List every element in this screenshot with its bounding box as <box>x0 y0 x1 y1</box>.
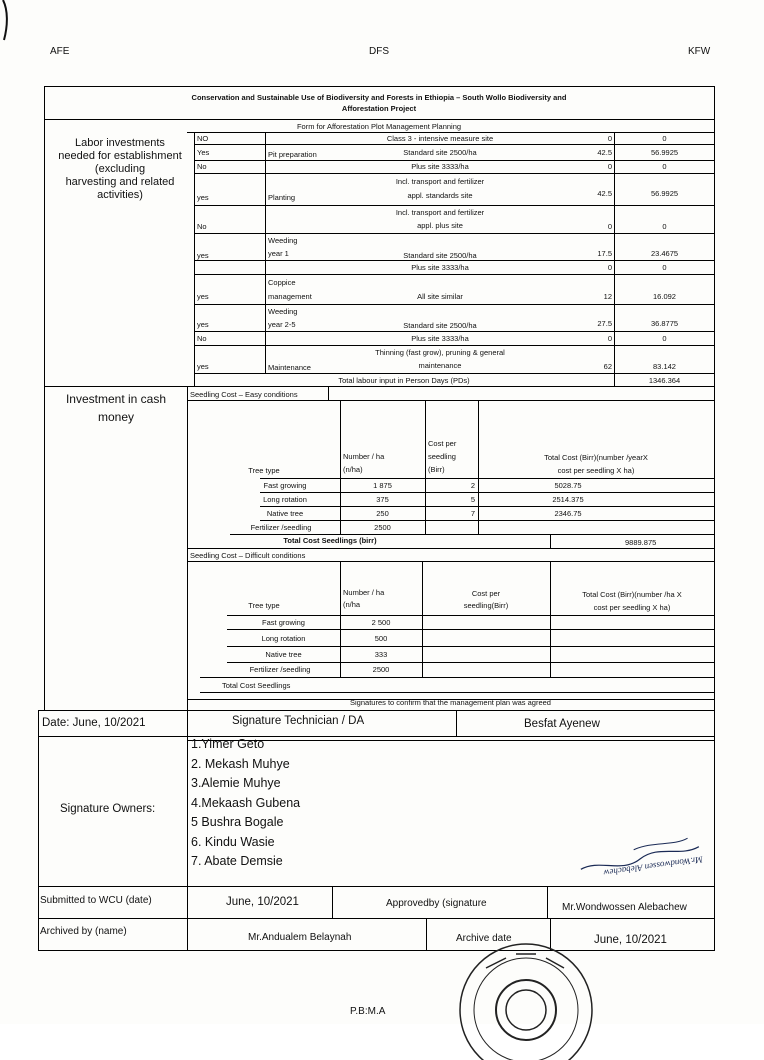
desc-cell: Standard site 2500/ha <box>403 148 477 157</box>
yn-cell: No <box>197 334 207 343</box>
header-center: DFS <box>369 46 389 57</box>
num-cell: 500 <box>374 634 388 643</box>
activity-cell-line2: management <box>268 292 312 301</box>
col-cost-line1: Cost per <box>471 589 501 598</box>
tree-cell: Fast growing <box>262 618 305 627</box>
v2-cell: 0 <box>662 222 667 231</box>
activity-cell-line2: year 1 <box>268 249 289 258</box>
yn-cell: No <box>197 162 207 171</box>
yn-cell: NO <box>197 134 209 143</box>
yn-cell: yes <box>197 292 209 301</box>
footer-text: P.B:M.A <box>350 1006 386 1017</box>
cost-cell: 7 <box>470 509 475 518</box>
tree-cell: Native tree <box>265 650 302 659</box>
approved-label: Approvedby (signature <box>386 898 487 909</box>
desc-cell: All site similar <box>417 292 463 301</box>
submitted-label: Submitted to WCU (date) <box>40 895 152 906</box>
approver-signature <box>570 835 710 883</box>
num-cell: 250 <box>376 509 389 518</box>
tree-cell: Fertilizer /seedling <box>250 523 312 532</box>
v1-cell: 0 <box>607 222 612 231</box>
activity-cell: Planting <box>268 193 296 202</box>
col-cost-line1: Cost per <box>428 439 457 448</box>
tree-cell: Fertilizer /seedling <box>249 665 311 674</box>
col-cost-line2: seedling <box>428 452 456 461</box>
investment-cash-label: Investment in cash money <box>65 392 167 424</box>
num-cell: 375 <box>376 495 389 504</box>
col-total-line1: Total Cost (Birr)(number /yearX <box>544 453 648 462</box>
v2-cell: 0 <box>662 263 667 272</box>
v1-cell: 0 <box>607 263 612 272</box>
labor-total-value: 1346.364 <box>648 376 681 385</box>
labor-total-label: Total labour input in Person Days (PDs) <box>338 376 470 385</box>
col-total-line2: cost per seedling X ha) <box>557 466 635 475</box>
col-total-line2: cost per seedling X ha) <box>593 603 671 612</box>
owner-item: 3.Alemie Muhye <box>191 776 281 790</box>
project-title-line2: Afforestation Project <box>341 104 417 113</box>
col-number-line2: (n/ha <box>343 600 361 609</box>
signature-confirmation-text: Signatures to confirm that the management plan was agreed <box>350 698 551 707</box>
yn-cell: yes <box>197 320 209 329</box>
col-number-line1: Number / ha <box>343 588 385 597</box>
svg-text:Mr.Wondwossen Alebachew: Mr.Wondwossen Alebachew <box>602 854 704 879</box>
v1-cell: 62 <box>603 362 612 371</box>
difficult-total-label: Total Cost Seedlings <box>222 681 291 690</box>
tree-cell: Long rotation <box>263 495 307 504</box>
desc-cell-line2: appl. plus site <box>417 221 463 230</box>
v2-cell: 83.142 <box>653 362 676 371</box>
v2-cell: 23.4675 <box>650 249 679 258</box>
desc-cell-line1: Thinning (fast grow), pruning & general <box>375 348 505 357</box>
v1-cell: 0 <box>607 162 612 171</box>
date-field: Date: June, 10/2021 <box>42 717 146 729</box>
easy-conditions-title: Seedling Cost – Easy conditions <box>190 390 298 399</box>
num-cell: 2 500 <box>371 618 391 627</box>
header-right: KFW <box>688 46 711 57</box>
col-number-line2: (n/ha) <box>343 465 363 474</box>
owner-item: 5 Bushra Bogale <box>191 815 284 829</box>
easy-total-value: 9889.875 <box>625 538 657 547</box>
v2-cell: 56.9925 <box>650 189 679 198</box>
project-title-line1: Conservation and Sustainable Use of Biodiversity and Forests in Ethiopia – South Wollo Biodiversity and <box>191 93 567 102</box>
owner-item: 7. Abate Demsie <box>191 854 283 868</box>
v1-cell: 12 <box>603 292 612 301</box>
owner-item: 1.Yimer Geto <box>191 737 265 751</box>
col-cost-line2: seedling(Birr) <box>463 601 509 610</box>
col-total-line1: Total Cost (Birr)(number /ha X <box>582 590 682 599</box>
v2-cell: 0 <box>662 334 667 343</box>
v2-cell: 36.8775 <box>650 319 679 328</box>
desc-cell: Plus site 3333/ha <box>411 334 469 343</box>
page-edge-mark <box>0 0 10 50</box>
technician-name: Besfat Ayenew <box>524 718 600 730</box>
v2-cell: 16.092 <box>653 292 676 301</box>
owner-item: 6. Kindu Wasie <box>191 834 275 849</box>
v1-cell: 17.5 <box>597 249 612 258</box>
labor-investments-label: Labor investments needed for establishment (excluding harvesting and related activities) <box>58 137 182 201</box>
col-tree-type: Tree type <box>248 466 280 475</box>
tree-cell: Fast growing <box>263 481 307 490</box>
owners-list <box>191 735 300 872</box>
archived-name: Mr.Andualem Belaynah <box>248 932 352 943</box>
desc-cell-line1: Incl. transport and fertilizer <box>395 177 485 186</box>
header-left: AFE <box>50 46 70 57</box>
v1-cell: 0 <box>607 134 612 143</box>
submitted-date: June, 10/2021 <box>226 896 299 908</box>
v1-cell: 42.5 <box>597 189 612 198</box>
num-cell: 2500 <box>372 665 390 674</box>
activity-cell-line2: year 2-5 <box>268 320 296 329</box>
v1-cell: 27.5 <box>597 319 612 328</box>
activity-cell-line1: Weeding <box>268 236 298 245</box>
official-stamp <box>446 940 596 1060</box>
total-cell: 2514.375 <box>552 495 584 504</box>
v1-cell: 0 <box>607 334 612 343</box>
v2-cell: 0 <box>662 134 667 143</box>
activity-cell-line1: Coppice <box>268 278 296 287</box>
desc-cell: Plus site 3333/ha <box>411 162 469 171</box>
col-number-line1: Number / ha <box>343 452 385 461</box>
form-title: Form for Afforestation Plot Management Planning <box>296 122 462 131</box>
yn-cell: Yes <box>197 148 210 157</box>
total-cell: 5028.75 <box>554 481 582 490</box>
desc-cell-line2: appl. standards site <box>407 191 473 200</box>
activity-cell-line1: Weeding <box>268 307 298 316</box>
tree-cell: Native tree <box>266 509 304 518</box>
col-cost-line3: (Birr) <box>428 465 445 474</box>
yn-cell: yes <box>197 193 209 202</box>
approved-name: Mr.Wondwossen Alebachew <box>562 902 687 913</box>
desc-cell: Plus site 3333/ha <box>411 263 469 272</box>
v1-cell: 42.5 <box>597 148 612 157</box>
archive-date-label: Archive date <box>456 933 512 944</box>
total-cell: 2346.75 <box>554 509 582 518</box>
technician-label: Signature Technician / DA <box>232 715 365 727</box>
cost-cell: 5 <box>470 495 475 504</box>
desc-cell-line1: Incl. transport and fertilizer <box>395 208 485 217</box>
owner-item: 4.Mekaash Gubena <box>191 795 301 810</box>
yn-cell: yes <box>197 251 209 260</box>
difficult-conditions-title: Seedling Cost – Difficult conditions <box>190 551 306 560</box>
col-tree-type: Tree type <box>248 601 280 610</box>
v2-cell: 0 <box>662 162 667 171</box>
yn-cell: yes <box>197 362 209 371</box>
cost-cell: 2 <box>470 481 475 490</box>
owner-item: 2. Mekash Muhye <box>191 756 290 771</box>
activity-cell: Maintenance <box>268 363 311 372</box>
tree-cell: Long rotation <box>261 634 306 643</box>
yn-cell: No <box>197 222 207 231</box>
desc-cell-line2: maintenance <box>418 361 462 370</box>
v2-cell: 56.9925 <box>650 148 679 157</box>
easy-total-label: Total Cost Seedlings (birr) <box>283 536 377 545</box>
activity-cell: Pit preparation <box>268 150 317 159</box>
archived-label: Archived by (name) <box>40 926 127 937</box>
desc-cell: Standard site 2500/ha <box>403 321 477 330</box>
desc-cell: Class 3 - intensive measure site <box>386 134 494 143</box>
num-cell: 333 <box>374 650 388 659</box>
archive-date: June, 10/2021 <box>594 934 667 946</box>
num-cell: 2500 <box>374 523 391 532</box>
owners-label: Signature Owners: <box>60 803 156 815</box>
num-cell: 1 875 <box>373 481 392 490</box>
desc-cell: Standard site 2500/ha <box>403 251 477 260</box>
